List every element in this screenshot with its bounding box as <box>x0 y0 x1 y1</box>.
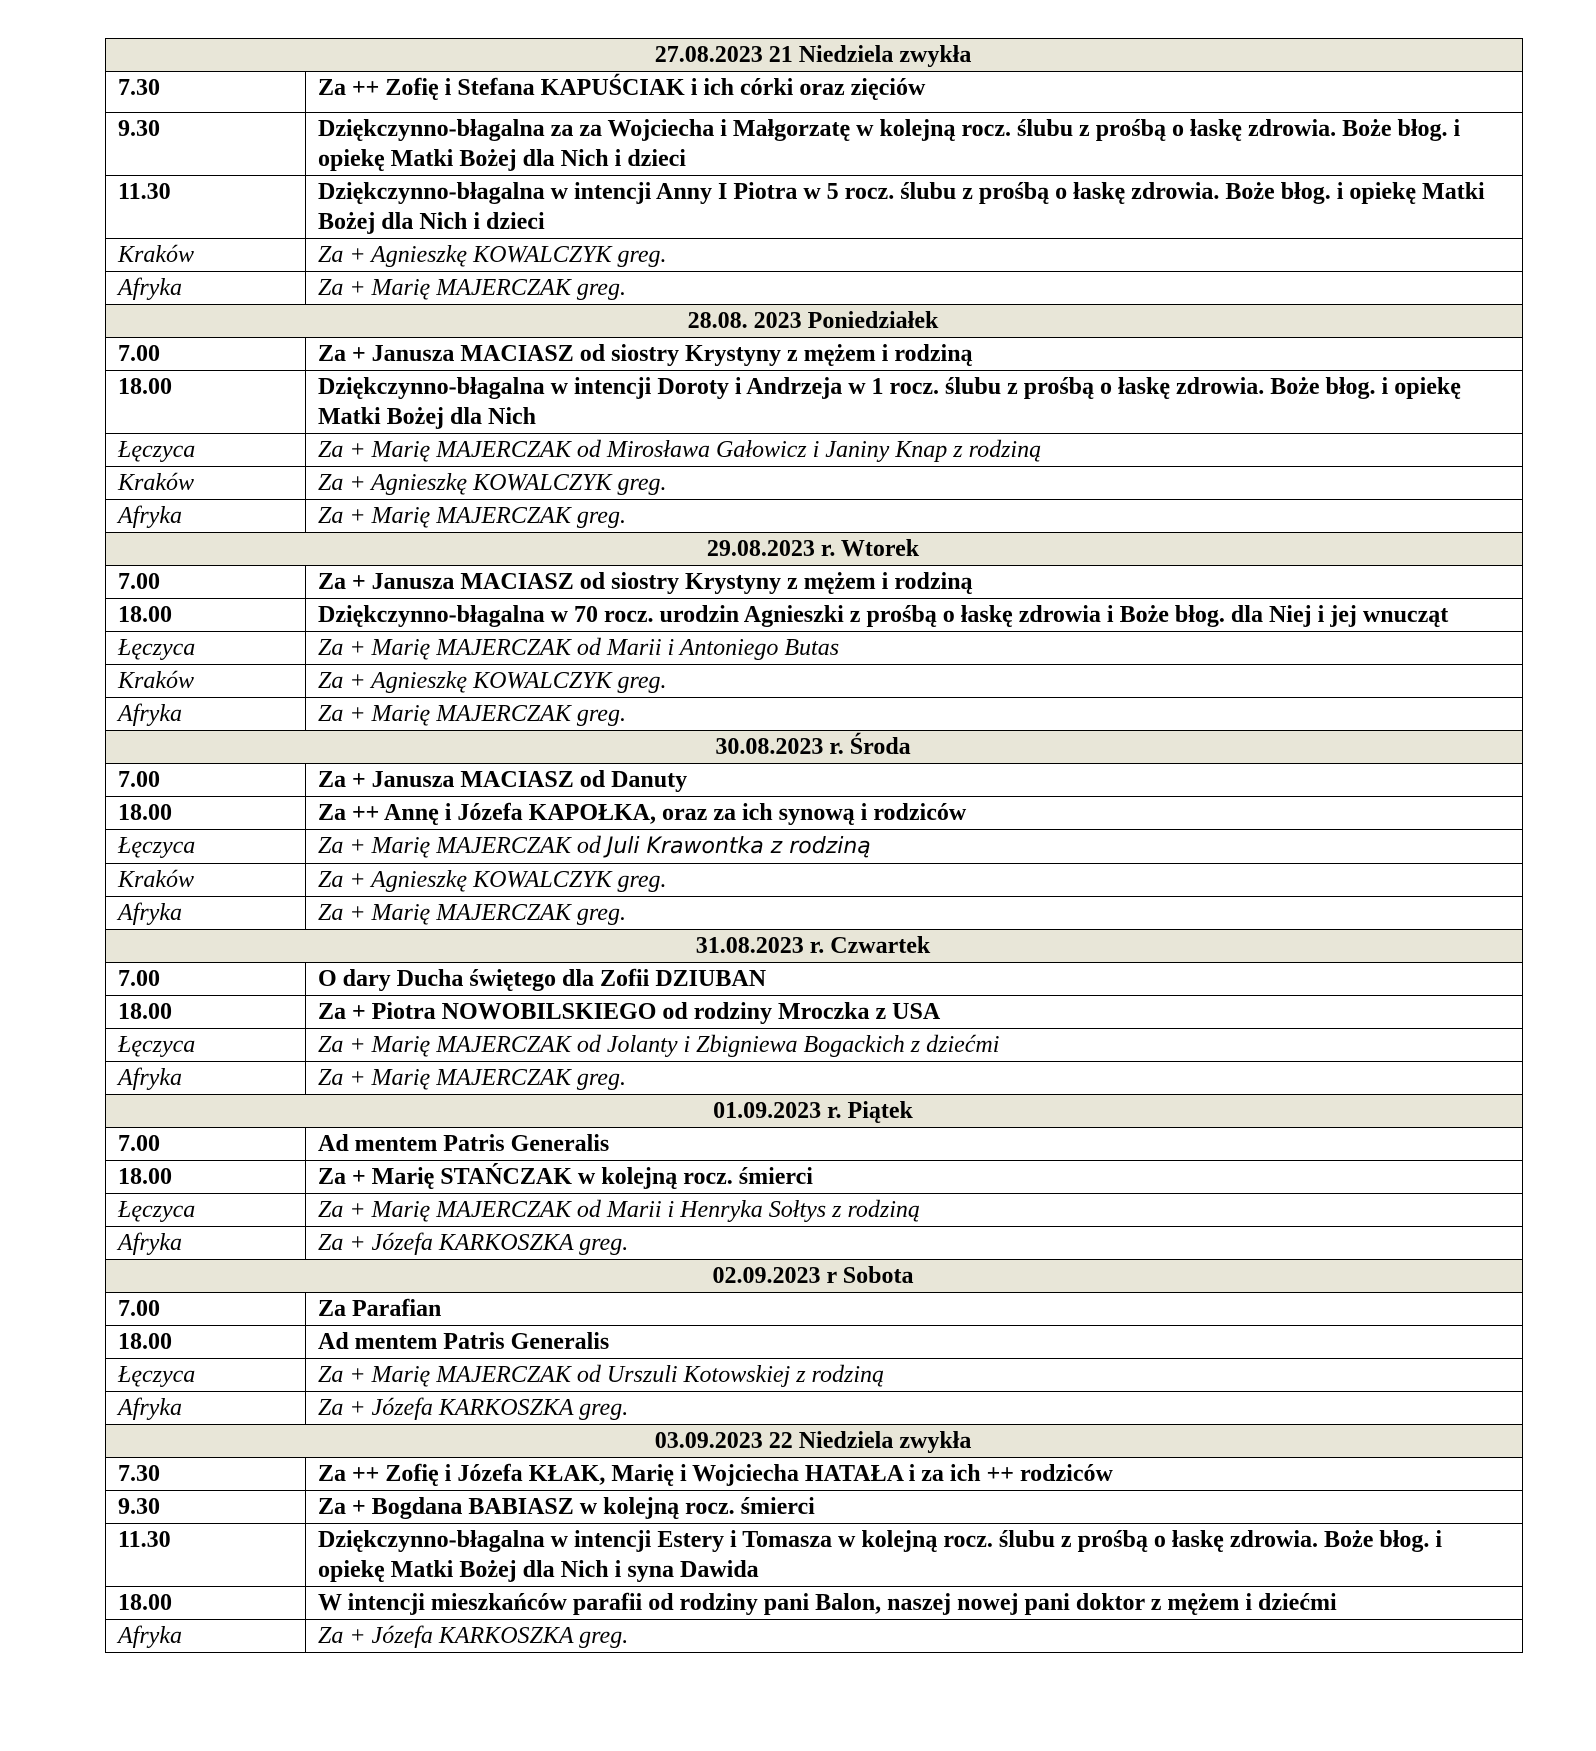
mass-intention: Za + Marię MAJERCZAK od Mirosława Gałowicz i Janiny Knap z rodziną <box>318 437 1042 463</box>
gregorian-row <box>106 1392 1523 1425</box>
day-header: 01.09.2023 r. Piątek <box>106 1095 1523 1128</box>
day-header: 02.09.2023 r Sobota <box>106 1260 1523 1293</box>
gregorian-row <box>106 698 1523 731</box>
mass-intention-cell <box>306 1524 1523 1587</box>
mass-row <box>106 1587 1523 1620</box>
mass-time: 7.00 <box>106 963 306 996</box>
mass-location: Łęczyca <box>106 1359 306 1392</box>
mass-time: 18.00 <box>106 1587 306 1620</box>
mass-intention: Za + Marię MAJERCZAK od Marii i Henryka Sołtys z rodziną <box>318 1197 920 1223</box>
mass-intention: Za + Agnieszkę KOWALCZYK greg. <box>318 668 667 694</box>
mass-time: 9.30 <box>106 113 306 176</box>
mass-row <box>106 113 1523 176</box>
day-header-row <box>106 1425 1523 1458</box>
mass-intention: Ad mentem Patris Generalis <box>318 1131 610 1157</box>
day-header-row <box>106 930 1523 963</box>
gregorian-row <box>106 830 1523 864</box>
mass-intention: Za + Marię MAJERCZAK greg. <box>318 900 626 926</box>
mass-intention-cell <box>306 176 1523 239</box>
gregorian-row <box>106 239 1523 272</box>
mass-intention-cell <box>306 1227 1523 1260</box>
mass-location: Afryka <box>106 1620 306 1653</box>
mass-intention: Za + Marię STAŃCZAK w kolejną rocz. śmierci <box>318 1164 813 1190</box>
mass-row <box>106 764 1523 797</box>
mass-intention-cell <box>306 996 1523 1029</box>
mass-row <box>106 1458 1523 1491</box>
mass-intentions-table <box>105 38 1523 1653</box>
mass-intention: Za + Agnieszkę KOWALCZYK greg. <box>318 470 667 496</box>
mass-intention: Za + Józefa KARKOSZKA greg. <box>318 1395 629 1421</box>
mass-intention: Za + Marię MAJERCZAK od Urszuli Kotowskiej z rodziną <box>318 1362 884 1388</box>
mass-time: 7.00 <box>106 338 306 371</box>
mass-intention-cell <box>306 698 1523 731</box>
mass-intention: Za + Józefa KARKOSZKA greg. <box>318 1230 629 1256</box>
mass-time: 18.00 <box>106 1326 306 1359</box>
mass-time: 7.30 <box>106 72 306 113</box>
mass-row <box>106 72 1523 113</box>
mass-time: 18.00 <box>106 599 306 632</box>
mass-intention-cell <box>306 764 1523 797</box>
mass-intention-cell <box>306 1062 1523 1095</box>
gregorian-row <box>106 272 1523 305</box>
mass-intention: O dary Ducha świętego dla Zofii DZIUBAN <box>318 966 767 992</box>
mass-intention-cell <box>306 272 1523 305</box>
mass-row <box>106 1524 1523 1587</box>
mass-intention-cell <box>306 1161 1523 1194</box>
mass-intention: Za + Agnieszkę KOWALCZYK greg. <box>318 242 667 268</box>
mass-intention: Za Parafian <box>318 1296 442 1322</box>
mass-intention-cell <box>306 632 1523 665</box>
mass-intention-cell <box>306 599 1523 632</box>
mass-location: Afryka <box>106 1392 306 1425</box>
mass-location: Łęczyca <box>106 1194 306 1227</box>
gregorian-row <box>106 500 1523 533</box>
mass-intention-cell <box>306 566 1523 599</box>
mass-location: Kraków <box>106 239 306 272</box>
mass-location: Afryka <box>106 698 306 731</box>
mass-time: 7.00 <box>106 764 306 797</box>
mass-intention: Za + Janusza MACIASZ od siostry Krystyny z mężem i rodziną <box>318 569 973 595</box>
mass-row <box>106 996 1523 1029</box>
mass-row <box>106 1491 1523 1524</box>
mass-time: 11.30 <box>106 1524 306 1587</box>
mass-intention: Dziękczynno-błagalna w intencji Estery i Tomasza w kolejną rocz. ślubu z prośbą o łaskę zdrowia. Boże błog. i opiekę Matki Bożej dla Nich i syna Dawida <box>318 1527 1443 1583</box>
mass-intention-cell <box>306 72 1523 113</box>
day-header-row <box>106 305 1523 338</box>
mass-location: Afryka <box>106 500 306 533</box>
mass-intention-cell <box>306 1326 1523 1359</box>
schedule-body <box>106 39 1523 1653</box>
mass-row <box>106 963 1523 996</box>
mass-intention-cell <box>306 467 1523 500</box>
mass-row <box>106 1293 1523 1326</box>
mass-intention-cell <box>306 338 1523 371</box>
mass-intention-cell <box>306 1458 1523 1491</box>
day-header-row <box>106 533 1523 566</box>
mass-intention: Za ++ Zofię i Józefa KŁAK, Marię i Wojciecha HATAŁA i za ich ++ rodziców <box>318 1461 1113 1487</box>
mass-time: 18.00 <box>106 996 306 1029</box>
mass-intention-cell <box>306 1194 1523 1227</box>
mass-intention-cell <box>306 797 1523 830</box>
gregorian-row <box>106 864 1523 897</box>
mass-time: 7.00 <box>106 1128 306 1161</box>
mass-intention: Za + Marię MAJERCZAK od <box>318 833 607 859</box>
mass-time: 7.00 <box>106 566 306 599</box>
mass-row <box>106 1161 1523 1194</box>
day-header-row <box>106 1260 1523 1293</box>
mass-intention-cell <box>306 963 1523 996</box>
mass-intention-cell <box>306 434 1523 467</box>
mass-intention-cell <box>306 864 1523 897</box>
mass-intention-cell <box>306 239 1523 272</box>
day-header: 03.09.2023 22 Niedziela zwykła <box>106 1425 1523 1458</box>
gregorian-row <box>106 665 1523 698</box>
mass-row <box>106 338 1523 371</box>
mass-intention: Ad mentem Patris Generalis <box>318 1329 610 1355</box>
mass-intention: Za ++ Annę i Józefa KAPOŁKA, oraz za ich synową i rodziców <box>318 800 967 826</box>
mass-location: Afryka <box>106 272 306 305</box>
gregorian-row <box>106 897 1523 930</box>
mass-intention: W intencji mieszkańców parafii od rodziny pani Balon, naszej nowej pani doktor z mężem i dziećmi <box>318 1590 1337 1616</box>
mass-time: 18.00 <box>106 371 306 434</box>
mass-location: Łęczyca <box>106 434 306 467</box>
mass-intention: Dziękczynno-błagalna w 70 rocz. urodzin Agnieszki z prośbą o łaskę zdrowia i Boże błog. dla Niej i jej wnucząt <box>318 602 1449 628</box>
mass-intention: Za + Janusza MACIASZ od siostry Krystyny z mężem i rodziną <box>318 341 973 367</box>
mass-intention-cell <box>306 1128 1523 1161</box>
day-header-row <box>106 1095 1523 1128</box>
mass-intention: Za + Marię MAJERCZAK greg. <box>318 701 626 727</box>
mass-time: 7.30 <box>106 1458 306 1491</box>
mass-intention: Za ++ Zofię i Stefana KAPUŚCIAK i ich córki oraz zięciów <box>318 75 926 101</box>
gregorian-row <box>106 1227 1523 1260</box>
mass-intention: Dziękczynno-błagalna w intencji Anny I Piotra w 5 rocz. ślubu z prośbą o łaskę zdrowia. Boże błog. i opiekę Matki Bożej dla Nich i dzieci <box>318 179 1485 235</box>
mass-intention: Za + Marię MAJERCZAK od Jolanty i Zbigniewa Bogackich z dziećmi <box>318 1032 1000 1058</box>
day-header: 27.08.2023 21 Niedziela zwykła <box>106 39 1523 72</box>
mass-intention-cell <box>306 665 1523 698</box>
mass-location: Afryka <box>106 1227 306 1260</box>
gregorian-row <box>106 1620 1523 1653</box>
day-header: 28.08. 2023 Poniedziałek <box>106 305 1523 338</box>
gregorian-row <box>106 632 1523 665</box>
mass-row <box>106 1128 1523 1161</box>
mass-row <box>106 797 1523 830</box>
mass-row <box>106 566 1523 599</box>
mass-location: Kraków <box>106 864 306 897</box>
mass-intention: Za + Piotra NOWOBILSKIEGO od rodziny Mroczka z USA <box>318 999 941 1025</box>
mass-row <box>106 599 1523 632</box>
mass-time: 18.00 <box>106 1161 306 1194</box>
mass-intention-cell <box>306 1620 1523 1653</box>
gregorian-row <box>106 1359 1523 1392</box>
mass-intention-cell <box>306 1491 1523 1524</box>
mass-location: Łęczyca <box>106 1029 306 1062</box>
mass-intention: Dziękczynno-błagalna w intencji Doroty i Andrzeja w 1 rocz. ślubu z prośbą o łaskę zdrowia. Boże błog. i opiekę Matki Bożej dla Nich <box>318 374 1461 430</box>
mass-intention-cell <box>306 500 1523 533</box>
mass-row <box>106 371 1523 434</box>
mass-intention: Za + Janusza MACIASZ od Danuty <box>318 767 688 793</box>
mass-intention: Za + Józefa KARKOSZKA greg. <box>318 1623 629 1649</box>
mass-time: 18.00 <box>106 797 306 830</box>
mass-intention-cell <box>306 897 1523 930</box>
mass-time: 9.30 <box>106 1491 306 1524</box>
day-header-row <box>106 731 1523 764</box>
mass-intention-cell <box>306 1293 1523 1326</box>
mass-location: Afryka <box>106 897 306 930</box>
mass-intention-cell <box>306 1587 1523 1620</box>
mass-time: 11.30 <box>106 176 306 239</box>
mass-location: Łęczyca <box>106 632 306 665</box>
gregorian-row <box>106 467 1523 500</box>
mass-intention-cell <box>306 1029 1523 1062</box>
mass-intention: Za + Marię MAJERCZAK greg. <box>318 275 626 301</box>
mass-row <box>106 1326 1523 1359</box>
gregorian-row <box>106 1062 1523 1095</box>
mass-intention: Za + Agnieszkę KOWALCZYK greg. <box>318 867 667 893</box>
mass-intention-cell <box>306 830 1523 864</box>
day-header-row <box>106 39 1523 72</box>
gregorian-row <box>106 1194 1523 1227</box>
mass-location: Afryka <box>106 1062 306 1095</box>
mass-intention: Za + Marię MAJERCZAK od Marii i Antoniego Butas <box>318 635 840 661</box>
mass-location: Łęczyca <box>106 830 306 864</box>
mass-intention-cell <box>306 1359 1523 1392</box>
mass-intention: Za + Bogdana BABIASZ w kolejną rocz. śmierci <box>318 1494 815 1520</box>
gregorian-row <box>106 1029 1523 1062</box>
gregorian-row <box>106 434 1523 467</box>
mass-location: Kraków <box>106 467 306 500</box>
day-header: 31.08.2023 r. Czwartek <box>106 930 1523 963</box>
mass-intention-cell <box>306 113 1523 176</box>
mass-intention-cell <box>306 371 1523 434</box>
mass-intention-cell <box>306 1392 1523 1425</box>
day-header: 30.08.2023 r. Środa <box>106 731 1523 764</box>
day-header: 29.08.2023 r. Wtorek <box>106 533 1523 566</box>
mass-row <box>106 176 1523 239</box>
mass-intention: Dziękczynno-błagalna za za Wojciecha i Małgorzatę w kolejną rocz. ślubu z prośbą o łaskę zdrowia. Boże błog. i opiekę Matki Bożej dla Nich i dzieci <box>318 116 1461 172</box>
mass-intention: Za + Marię MAJERCZAK greg. <box>318 503 626 529</box>
mass-intention-continuation: Juli Krawontka z rodziną <box>606 834 871 859</box>
mass-time: 7.00 <box>106 1293 306 1326</box>
mass-intention: Za + Marię MAJERCZAK greg. <box>318 1065 626 1091</box>
mass-location: Kraków <box>106 665 306 698</box>
